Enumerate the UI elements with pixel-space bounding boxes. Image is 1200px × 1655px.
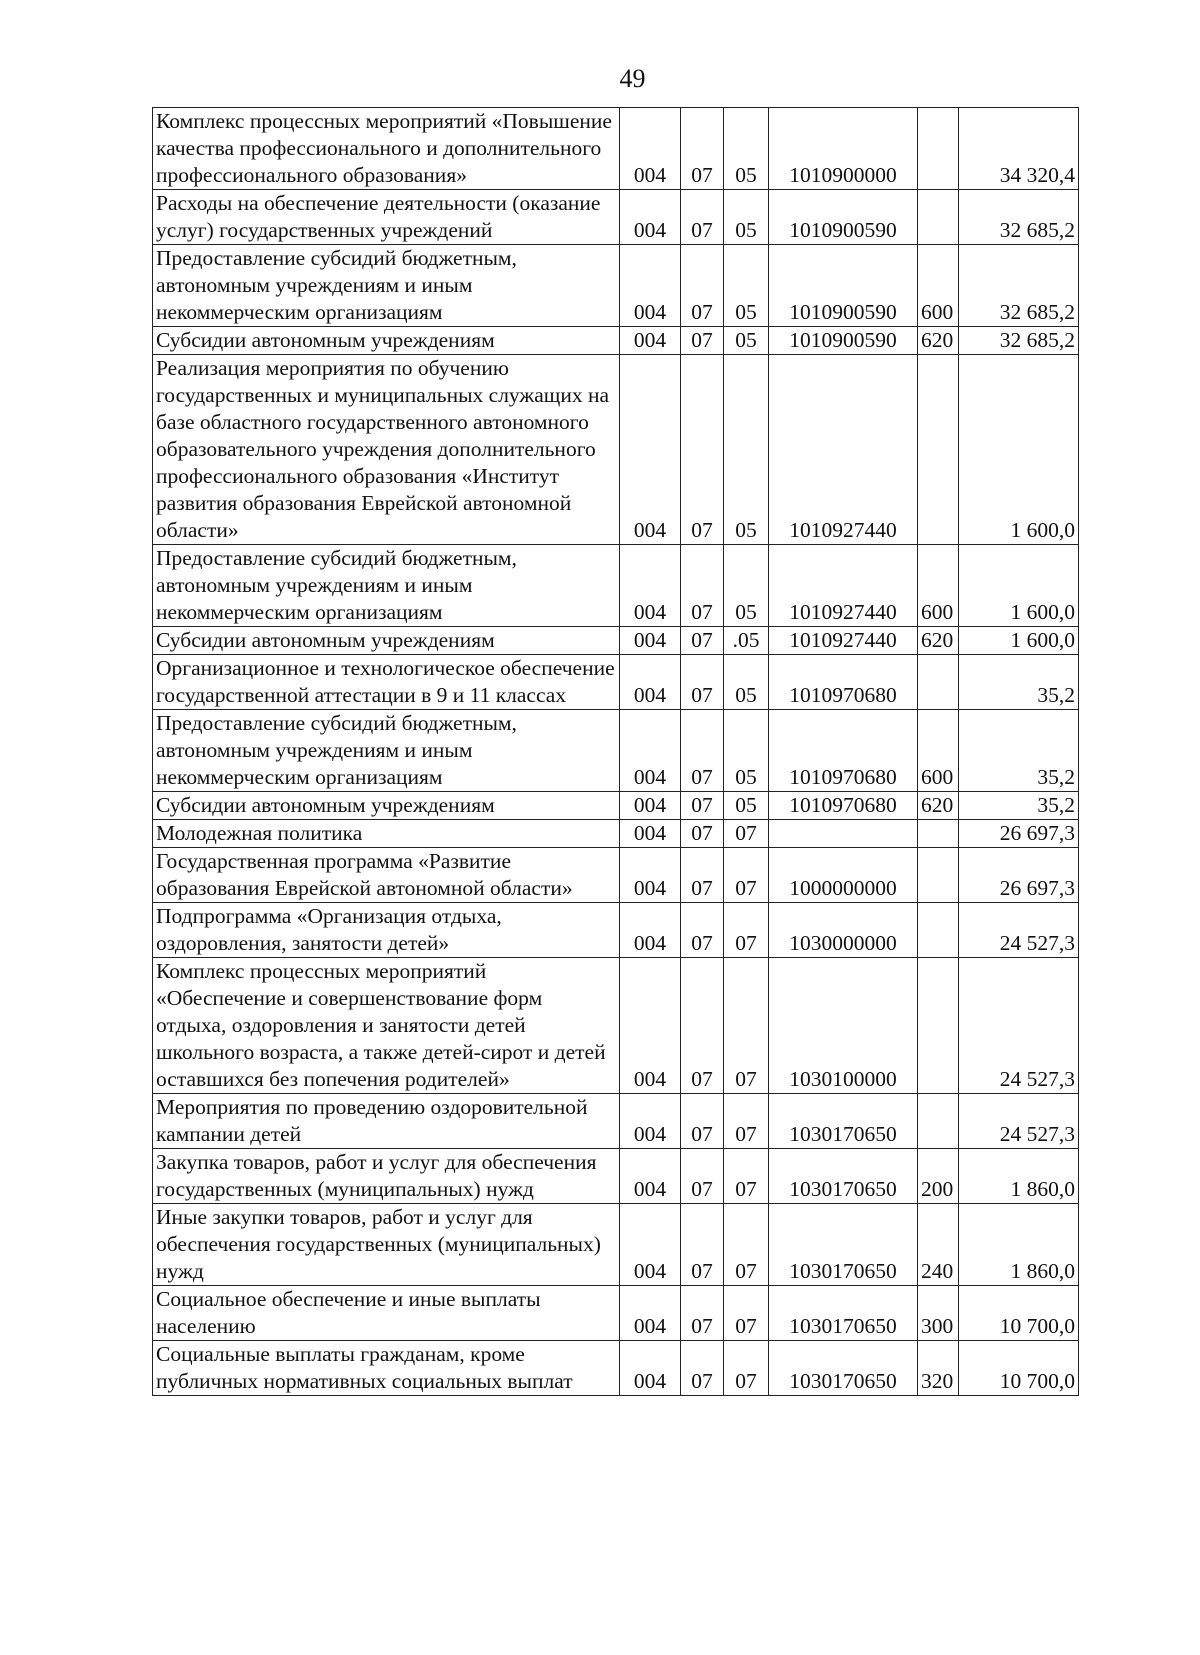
target-article-code-cell: 1010900590 <box>769 190 918 245</box>
item-name-cell: Иные закупки товаров, работ и услуг для обеспечения государственных (муниципальных) нужд <box>153 1204 620 1286</box>
table-row <box>153 792 1079 820</box>
subsection-code-cell: 05 <box>724 190 769 245</box>
budget-table <box>152 107 1079 1396</box>
table-row <box>153 1149 1079 1204</box>
section-code-cell: 07 <box>681 355 724 545</box>
target-article-code-cell: 1010900590 <box>769 245 918 327</box>
table-row <box>153 245 1079 327</box>
section-code-cell: 07 <box>681 903 724 958</box>
target-article-code-cell: 1010927440 <box>769 627 918 655</box>
ministry-code-cell: 004 <box>620 1286 681 1341</box>
item-name-cell: Подпрограмма «Организация отдыха, оздоровления, занятости детей» <box>153 903 620 958</box>
amount-cell: 1 860,0 <box>959 1204 1079 1286</box>
item-name-cell: Молодежная политика <box>153 820 620 848</box>
target-article-code-cell <box>769 820 918 848</box>
amount-cell: 34 320,4 <box>959 108 1079 190</box>
item-name-cell: Субсидии автономным учреждениям <box>153 792 620 820</box>
amount-cell: 10 700,0 <box>959 1286 1079 1341</box>
expense-type-code-cell: 600 <box>918 245 959 327</box>
subsection-code-cell: 05 <box>724 792 769 820</box>
table-row <box>153 1286 1079 1341</box>
table-row <box>153 1204 1079 1286</box>
ministry-code-cell: 004 <box>620 355 681 545</box>
subsection-code-cell: 05 <box>724 245 769 327</box>
item-name-cell: Организационное и технологическое обеспечение государственной аттестации в 9 и 11 классах <box>153 655 620 710</box>
item-name-cell: Социальное обеспечение и иные выплаты населению <box>153 1286 620 1341</box>
item-name-cell: Мероприятия по проведению оздоровительной кампании детей <box>153 1094 620 1149</box>
section-code-cell: 07 <box>681 1286 724 1341</box>
amount-cell: 24 527,3 <box>959 903 1079 958</box>
expense-type-code-cell: 620 <box>918 792 959 820</box>
section-code-cell: 07 <box>681 190 724 245</box>
budget-table-body <box>153 108 1079 1396</box>
subsection-code-cell: 05 <box>724 545 769 627</box>
section-code-cell: 07 <box>681 848 724 903</box>
ministry-code-cell: 004 <box>620 245 681 327</box>
target-article-code-cell: 1030170650 <box>769 1286 918 1341</box>
expense-type-code-cell: 200 <box>918 1149 959 1204</box>
table-row <box>153 355 1079 545</box>
table-row <box>153 958 1079 1094</box>
ministry-code-cell: 004 <box>620 710 681 792</box>
target-article-code-cell: 1010927440 <box>769 355 918 545</box>
section-code-cell: 07 <box>681 1094 724 1149</box>
section-code-cell: 07 <box>681 1204 724 1286</box>
item-name-cell: Предоставление субсидий бюджетным, автономным учреждениям и иным некоммерческим организациям <box>153 545 620 627</box>
expense-type-code-cell <box>918 820 959 848</box>
subsection-code-cell: 05 <box>724 327 769 355</box>
amount-cell: 26 697,3 <box>959 820 1079 848</box>
table-row <box>153 820 1079 848</box>
expense-type-code-cell: 320 <box>918 1341 959 1396</box>
table-row <box>153 903 1079 958</box>
section-code-cell: 07 <box>681 1341 724 1396</box>
amount-cell: 35,2 <box>959 710 1079 792</box>
expense-type-code-cell <box>918 655 959 710</box>
ministry-code-cell: 004 <box>620 655 681 710</box>
expense-type-code-cell: 620 <box>918 627 959 655</box>
ministry-code-cell: 004 <box>620 327 681 355</box>
ministry-code-cell: 004 <box>620 1094 681 1149</box>
subsection-code-cell: 07 <box>724 903 769 958</box>
table-row <box>153 1341 1079 1396</box>
amount-cell: 10 700,0 <box>959 1341 1079 1396</box>
target-article-code-cell: 1010900590 <box>769 327 918 355</box>
subsection-code-cell: 05 <box>724 355 769 545</box>
subsection-code-cell: 07 <box>724 1286 769 1341</box>
item-name-cell: Субсидии автономным учреждениям <box>153 627 620 655</box>
section-code-cell: 07 <box>681 108 724 190</box>
item-name-cell: Предоставление субсидий бюджетным, автономным учреждениям и иным некоммерческим организациям <box>153 245 620 327</box>
ministry-code-cell: 004 <box>620 1341 681 1396</box>
table-row <box>153 327 1079 355</box>
section-code-cell: 07 <box>681 545 724 627</box>
expense-type-code-cell: 600 <box>918 710 959 792</box>
item-name-cell: Реализация мероприятия по обучению государственных и муниципальных служащих на базе областного государственного автономного образовательного учреждения дополнительного профессионального образования «Институт развития образования Еврейской автономной области» <box>153 355 620 545</box>
item-name-cell: Комплекс процессных мероприятий «Обеспечение и совершенствование форм отдыха, оздоровления и занятости детей школьного возраста, а также детей-сирот и детей оставшихся без попечения родителей» <box>153 958 620 1094</box>
expense-type-code-cell <box>918 848 959 903</box>
target-article-code-cell: 1010900000 <box>769 108 918 190</box>
target-article-code-cell: 1010970680 <box>769 792 918 820</box>
section-code-cell: 07 <box>681 1149 724 1204</box>
item-name-cell: Комплекс процессных мероприятий «Повышение качества профессионального и дополнительного профессионального образования» <box>153 108 620 190</box>
amount-cell: 35,2 <box>959 792 1079 820</box>
expense-type-code-cell: 600 <box>918 545 959 627</box>
subsection-code-cell: 07 <box>724 1149 769 1204</box>
amount-cell: 32 685,2 <box>959 327 1079 355</box>
table-row <box>153 627 1079 655</box>
amount-cell: 26 697,3 <box>959 848 1079 903</box>
page-number: 49 <box>619 64 646 93</box>
expense-type-code-cell: 240 <box>918 1204 959 1286</box>
subsection-code-cell: 07 <box>724 1094 769 1149</box>
expense-type-code-cell <box>918 190 959 245</box>
target-article-code-cell: 1030170650 <box>769 1341 918 1396</box>
ministry-code-cell: 004 <box>620 190 681 245</box>
subsection-code-cell: 07 <box>724 1204 769 1286</box>
target-article-code-cell: 1030170650 <box>769 1204 918 1286</box>
expense-type-code-cell: 620 <box>918 327 959 355</box>
expense-type-code-cell <box>918 903 959 958</box>
target-article-code-cell: 1010970680 <box>769 655 918 710</box>
ministry-code-cell: 004 <box>620 820 681 848</box>
target-article-code-cell: 1010970680 <box>769 710 918 792</box>
amount-cell: 1 860,0 <box>959 1149 1079 1204</box>
amount-cell: 1 600,0 <box>959 545 1079 627</box>
amount-cell: 24 527,3 <box>959 958 1079 1094</box>
ministry-code-cell: 004 <box>620 958 681 1094</box>
amount-cell: 32 685,2 <box>959 245 1079 327</box>
ministry-code-cell: 004 <box>620 545 681 627</box>
expense-type-code-cell <box>918 355 959 545</box>
table-row <box>153 108 1079 190</box>
section-code-cell: 07 <box>681 327 724 355</box>
target-article-code-cell: 1030100000 <box>769 958 918 1094</box>
target-article-code-cell: 1000000000 <box>769 848 918 903</box>
subsection-code-cell: 07 <box>724 820 769 848</box>
item-name-cell: Государственная программа «Развитие образования Еврейской автономной области» <box>153 848 620 903</box>
section-code-cell: 07 <box>681 958 724 1094</box>
subsection-code-cell: 07 <box>724 958 769 1094</box>
subsection-code-cell: 07 <box>724 848 769 903</box>
section-code-cell: 07 <box>681 792 724 820</box>
amount-cell: 1 600,0 <box>959 627 1079 655</box>
target-article-code-cell: 1010927440 <box>769 545 918 627</box>
section-code-cell: 07 <box>681 627 724 655</box>
subsection-code-cell: 07 <box>724 1341 769 1396</box>
expense-type-code-cell <box>918 958 959 1094</box>
item-name-cell: Закупка товаров, работ и услуг для обеспечения государственных (муниципальных) нужд <box>153 1149 620 1204</box>
amount-cell: 35,2 <box>959 655 1079 710</box>
ministry-code-cell: 004 <box>620 848 681 903</box>
target-article-code-cell: 1030170650 <box>769 1094 918 1149</box>
table-row <box>153 655 1079 710</box>
item-name-cell: Социальные выплаты гражданам, кроме публичных нормативных социальных выплат <box>153 1341 620 1396</box>
section-code-cell: 07 <box>681 655 724 710</box>
section-code-cell: 07 <box>681 245 724 327</box>
ministry-code-cell: 004 <box>620 792 681 820</box>
section-code-cell: 07 <box>681 710 724 792</box>
item-name-cell: Расходы на обеспечение деятельности (оказание услуг) государственных учреждений <box>153 190 620 245</box>
subsection-code-cell: 05 <box>724 710 769 792</box>
subsection-code-cell: 05 <box>724 655 769 710</box>
item-name-cell: Субсидии автономным учреждениям <box>153 327 620 355</box>
table-row <box>153 545 1079 627</box>
subsection-code-cell: .05 <box>724 627 769 655</box>
ministry-code-cell: 004 <box>620 1149 681 1204</box>
target-article-code-cell: 1030000000 <box>769 903 918 958</box>
amount-cell: 24 527,3 <box>959 1094 1079 1149</box>
subsection-code-cell: 05 <box>724 108 769 190</box>
ministry-code-cell: 004 <box>620 627 681 655</box>
table-row <box>153 710 1079 792</box>
amount-cell: 32 685,2 <box>959 190 1079 245</box>
expense-type-code-cell <box>918 108 959 190</box>
table-row <box>153 1094 1079 1149</box>
table-row <box>153 848 1079 903</box>
expense-type-code-cell: 300 <box>918 1286 959 1341</box>
section-code-cell: 07 <box>681 820 724 848</box>
ministry-code-cell: 004 <box>620 903 681 958</box>
amount-cell: 1 600,0 <box>959 355 1079 545</box>
ministry-code-cell: 004 <box>620 1204 681 1286</box>
expense-type-code-cell <box>918 1094 959 1149</box>
ministry-code-cell: 004 <box>620 108 681 190</box>
table-row <box>153 190 1079 245</box>
item-name-cell: Предоставление субсидий бюджетным, автономным учреждениям и иным некоммерческим организациям <box>153 710 620 792</box>
target-article-code-cell: 1030170650 <box>769 1149 918 1204</box>
